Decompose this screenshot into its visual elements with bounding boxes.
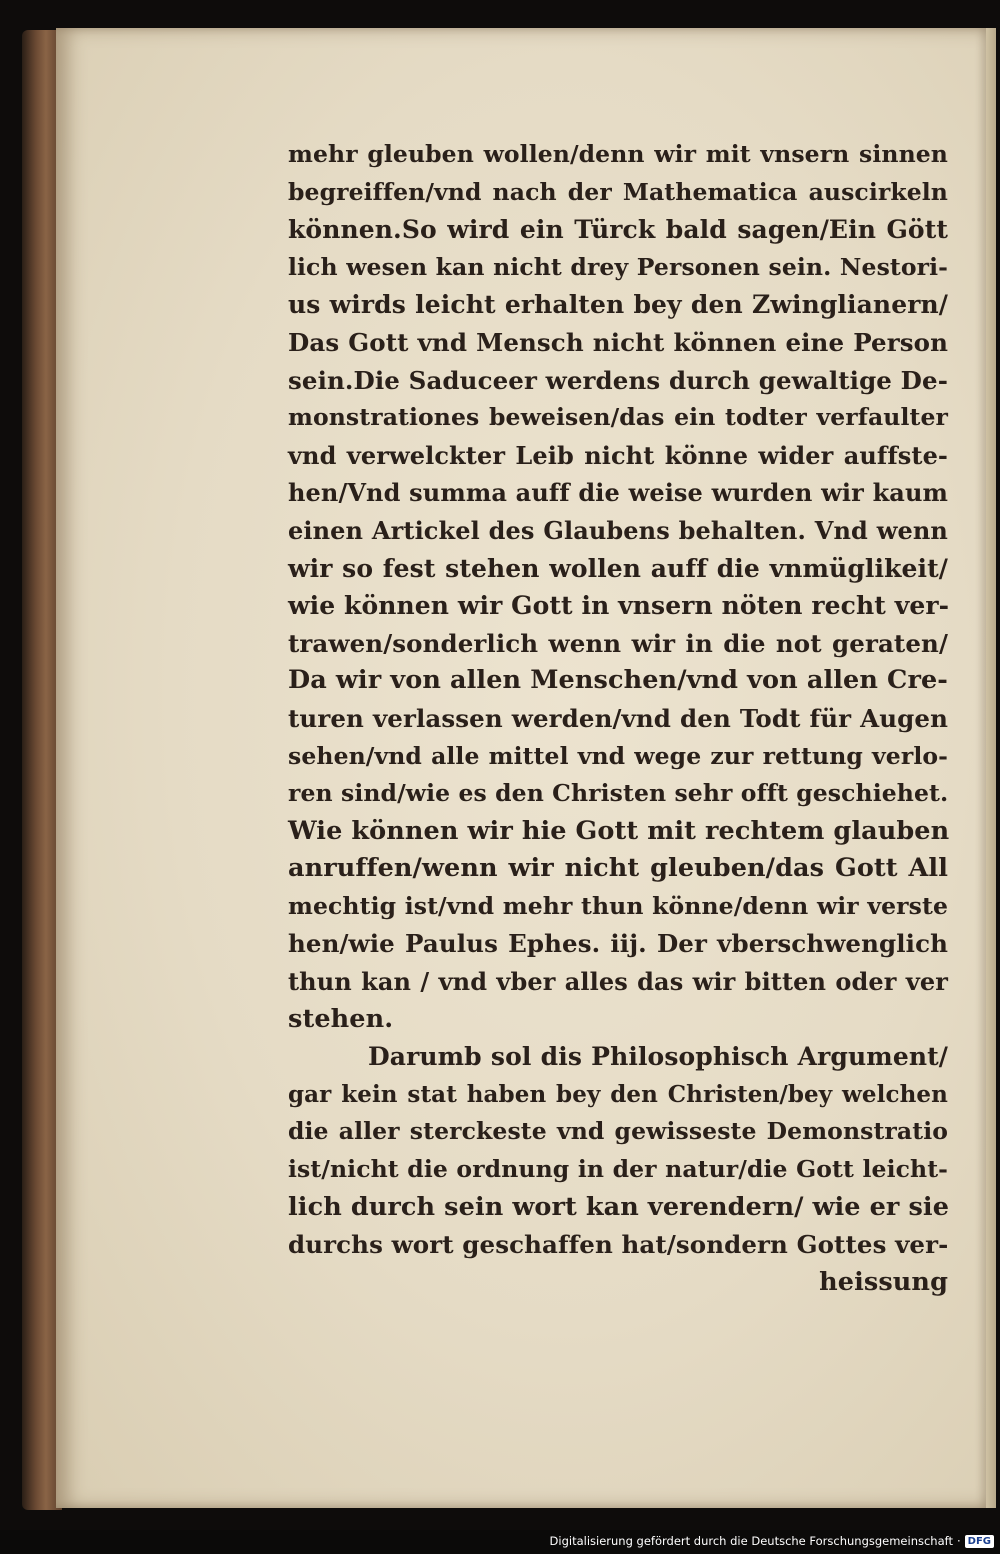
text-line: Das Gott vnd Mensch nicht können eine Person xyxy=(288,327,948,357)
credit-separator: · xyxy=(957,1534,961,1548)
text-line: trawen/sonderlich wenn wir in die not geraten/ xyxy=(288,628,948,658)
text-line: Da wir von allen Menschen/vnd von allen Cre- xyxy=(288,665,948,696)
text-line: einen Artickel des Glaubens behalten. Vnd wenn xyxy=(288,515,948,545)
text-line: hen/wie Paulus Ephes. iij. Der vberschwenglich xyxy=(288,929,948,959)
text-line: mehr gleuben wollen/denn wir mit vnsern sinnen xyxy=(288,140,948,168)
text-line: wie können wir Gott in vnsern nöten recht ver- xyxy=(288,591,950,621)
text-line: begreiffen/vnd nach der Mathematica auscirkeln xyxy=(288,177,948,206)
text-line: monstrationes beweisen/das ein todter verfaulter xyxy=(288,403,948,432)
paragraph-start: Darumb sol dis Philosophisch Argument/ xyxy=(368,1042,948,1072)
text-line: us wirds leicht erhalten bey den Zwinglianern/ xyxy=(288,290,948,320)
text-line: thun kan / vnd vber alles das wir bitten oder ver xyxy=(288,967,948,997)
text-line: sein.Die Saduceer werdens durch gewaltige De- xyxy=(288,365,948,395)
catchword: heissung xyxy=(819,1266,948,1297)
text-line: ist/nicht die ordnung in der natur/die Gott leicht- xyxy=(288,1155,948,1184)
credit-text: Digitalisierung gefördert durch die Deutsche Forschungsgemeinschaft xyxy=(549,1534,953,1548)
text-line: ren sind/wie es den Christen sehr offt geschiehet. xyxy=(288,779,949,808)
dfg-logo: DFG xyxy=(965,1535,994,1548)
text-line: die aller sterckeste vnd gewisseste Demonstratio xyxy=(288,1117,948,1146)
text-line: lich wesen kan nicht drey Personen sein. Nestori- xyxy=(288,252,948,281)
text-line: Wie können wir hie Gott mit rechtem glauben xyxy=(288,815,950,846)
text-line: anruffen/wenn wir nicht gleuben/das Gott All xyxy=(288,853,948,884)
text-line: durchs wort geschaffen hat/sondern Gottes ver- xyxy=(288,1230,949,1260)
text-line: sehen/vnd alle mittel vnd wege zur rettung verlo- xyxy=(288,741,948,770)
text-line: stehen. xyxy=(288,1003,394,1034)
text-line: gar kein stat haben bey den Christen/bey welchen xyxy=(288,1080,948,1108)
digitization-credit xyxy=(550,1534,994,1548)
text-line: wir so fest stehen wollen auff die vnmüglikeit/ xyxy=(288,553,948,583)
page-text xyxy=(288,136,948,1301)
text-line: können.So wird ein Türck bald sagen/Ein Gött xyxy=(288,215,948,245)
text-line: mechtig ist/vnd mehr thun könne/denn wir verste xyxy=(288,891,948,920)
page-edge xyxy=(986,28,996,1508)
text-line: lich durch sein wort kan verendern/ wie er sie xyxy=(288,1191,950,1222)
text-line: vnd verwelckter Leib nicht könne wider auffste- xyxy=(288,440,948,470)
text-line: hen/Vnd summa auff die weise wurden wir kaum xyxy=(288,478,948,508)
text-line: turen verlassen werden/vnd den Todt für Augen xyxy=(288,703,948,733)
